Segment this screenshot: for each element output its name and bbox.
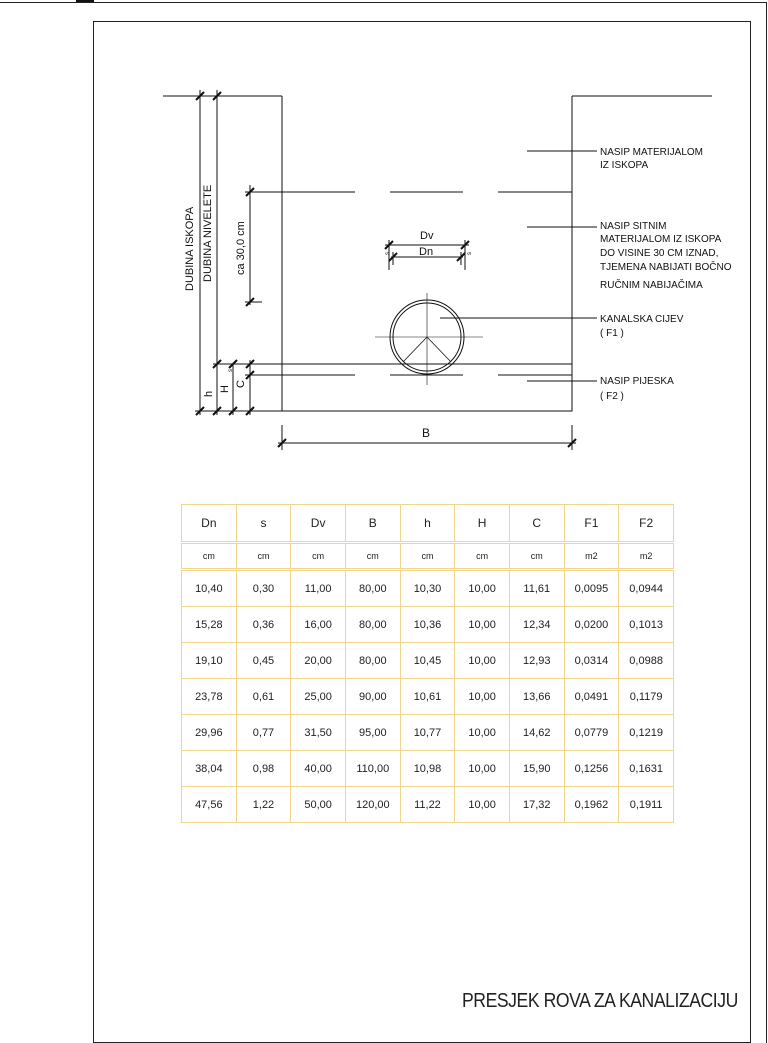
table-cell: Dv xyxy=(291,505,346,543)
table-cell: 80,00 xyxy=(345,607,400,643)
table-row xyxy=(182,643,674,679)
table-cell: 10,00 xyxy=(455,679,510,715)
table-cell: 20,00 xyxy=(291,643,346,679)
callout-kanalska-cijev xyxy=(600,314,684,339)
table-cell: 120,00 xyxy=(345,787,400,823)
table-cell: 11,00 xyxy=(291,570,346,607)
table-cell: 80,00 xyxy=(345,570,400,607)
table-cell: 10,30 xyxy=(400,570,455,607)
table-row xyxy=(182,751,674,787)
svg-text:( F2 ): ( F2 ) xyxy=(600,391,624,402)
table-cell: 0,1219 xyxy=(619,715,674,751)
label-dubina-nivelete: DUBINA NIVELETE xyxy=(202,184,214,282)
table-cell: h xyxy=(400,505,455,543)
label-s-left: s xyxy=(228,369,234,372)
table-cell: 0,77 xyxy=(236,715,291,751)
label-s-pipe-right: s xyxy=(467,252,473,255)
svg-text:NASIP SITNIM: NASIP SITNIM xyxy=(600,221,667,232)
table-units-row xyxy=(182,543,674,570)
table-cell: F2 xyxy=(619,505,674,543)
table-cell: 12,34 xyxy=(509,607,564,643)
table-cell: 95,00 xyxy=(345,715,400,751)
svg-text:MATERIJALOM IZ ISKOPA: MATERIJALOM IZ ISKOPA xyxy=(600,234,722,245)
table-cell: 50,00 xyxy=(291,787,346,823)
table-cell: 17,32 xyxy=(509,787,564,823)
table-cell: Dn xyxy=(182,505,237,543)
table-cell: 31,50 xyxy=(291,715,346,751)
table-cell: 12,93 xyxy=(509,643,564,679)
table-cell: cm xyxy=(400,543,455,570)
table-cell: 29,96 xyxy=(182,715,237,751)
label-h: h xyxy=(203,390,215,397)
table-cell: 10,00 xyxy=(455,570,510,607)
svg-text:NASIP MATERIJALOM: NASIP MATERIJALOM xyxy=(600,147,703,158)
table-cell: 10,00 xyxy=(455,715,510,751)
svg-text:RUČNIM NABIJAČIMA: RUČNIM NABIJAČIMA xyxy=(600,280,703,291)
table-cell: 11,22 xyxy=(400,787,455,823)
table-cell: 11,61 xyxy=(509,570,564,607)
table-cell: 110,00 xyxy=(345,751,400,787)
label-H: H xyxy=(219,385,231,393)
table-cell: 0,1256 xyxy=(564,751,619,787)
label-dv: Dv xyxy=(420,230,434,242)
table-row xyxy=(182,607,674,643)
callout-nasip-materijalom xyxy=(600,147,703,171)
table-cell: 10,00 xyxy=(455,643,510,679)
drawing-title: PRESJEK ROVA ZA KANALIZACIJU xyxy=(462,990,738,1012)
label-C: C xyxy=(235,380,247,388)
table-cell: 47,56 xyxy=(182,787,237,823)
table-cell: 10,00 xyxy=(455,607,510,643)
table-cell: 1,22 xyxy=(236,787,291,823)
label-b: B xyxy=(422,426,431,440)
table-cell: cm xyxy=(236,543,291,570)
table-cell: cm xyxy=(291,543,346,570)
table-cell: 10,45 xyxy=(400,643,455,679)
table-cell: 0,0095 xyxy=(564,570,619,607)
table-row xyxy=(182,787,674,823)
table-row xyxy=(182,570,674,607)
table-cell: 10,00 xyxy=(455,751,510,787)
table-cell: 10,40 xyxy=(182,570,237,607)
table-cell: 0,1962 xyxy=(564,787,619,823)
svg-text:TJEMENA NABIJATI BOČNO: TJEMENA NABIJATI BOČNO xyxy=(600,262,732,273)
table-cell: m2 xyxy=(564,543,619,570)
table-cell: 0,0944 xyxy=(619,570,674,607)
svg-text:( F1 ): ( F1 ) xyxy=(600,328,624,339)
table-cell: 0,1631 xyxy=(619,751,674,787)
table-cell: cm xyxy=(345,543,400,570)
svg-text:NASIP PIJESKA: NASIP PIJESKA xyxy=(600,376,674,387)
table-cell: 16,00 xyxy=(291,607,346,643)
table-cell: 14,62 xyxy=(509,715,564,751)
table-cell: 10,98 xyxy=(400,751,455,787)
svg-text:DO VISINE 30 CM IZNAD,: DO VISINE 30 CM IZNAD, xyxy=(600,248,719,259)
table-cell: C xyxy=(509,505,564,543)
table-cell: 90,00 xyxy=(345,679,400,715)
table-cell: H xyxy=(455,505,510,543)
svg-text:IZ ISKOPA: IZ ISKOPA xyxy=(600,160,649,171)
table-cell: 0,61 xyxy=(236,679,291,715)
callout-nasip-sitnim xyxy=(600,221,732,291)
table-cell: F1 xyxy=(564,505,619,543)
label-ca30: ca 30,0 cm xyxy=(235,221,247,275)
table-cell: 80,00 xyxy=(345,643,400,679)
table-cell: 13,66 xyxy=(509,679,564,715)
table-cell: 25,00 xyxy=(291,679,346,715)
label-dubina-iskopa: DUBINA ISKOPA xyxy=(184,206,196,291)
table-cell: 0,45 xyxy=(236,643,291,679)
dimensions-table xyxy=(181,504,674,823)
table-cell: 38,04 xyxy=(182,751,237,787)
table-cell: 0,0988 xyxy=(619,643,674,679)
table-cell: 23,78 xyxy=(182,679,237,715)
table-cell: s xyxy=(236,505,291,543)
table-cell: 0,0491 xyxy=(564,679,619,715)
table-cell: 40,00 xyxy=(291,751,346,787)
table-cell: cm xyxy=(509,543,564,570)
label-dn: Dn xyxy=(419,246,434,258)
table-cell: 0,1013 xyxy=(619,607,674,643)
table-cell: 0,0779 xyxy=(564,715,619,751)
table-cell: 10,61 xyxy=(400,679,455,715)
table-cell: m2 xyxy=(619,543,674,570)
table-cell: 15,90 xyxy=(509,751,564,787)
table-cell: B xyxy=(345,505,400,543)
table-cell: cm xyxy=(455,543,510,570)
table-cell: 10,36 xyxy=(400,607,455,643)
pipe xyxy=(375,293,483,385)
table-cell: 0,1179 xyxy=(619,679,674,715)
label-s-pipe-left: s xyxy=(385,252,391,255)
table-cell: 0,30 xyxy=(236,570,291,607)
table-cell: cm xyxy=(182,543,237,570)
table-cell: 19,10 xyxy=(182,643,237,679)
table-cell: 0,98 xyxy=(236,751,291,787)
table-cell: 0,1911 xyxy=(619,787,674,823)
table-row xyxy=(182,679,674,715)
svg-text:KANALSKA CIJEV: KANALSKA CIJEV xyxy=(600,314,684,325)
table-cell: 0,0314 xyxy=(564,643,619,679)
table-cell: 0,0200 xyxy=(564,607,619,643)
callout-nasip-pijeska xyxy=(600,376,674,402)
table-cell: 10,77 xyxy=(400,715,455,751)
table-cell: 15,28 xyxy=(182,607,237,643)
table-header-row xyxy=(182,505,674,543)
table-row xyxy=(182,715,674,751)
table-cell: 10,00 xyxy=(455,787,510,823)
table-cell: 0,36 xyxy=(236,607,291,643)
